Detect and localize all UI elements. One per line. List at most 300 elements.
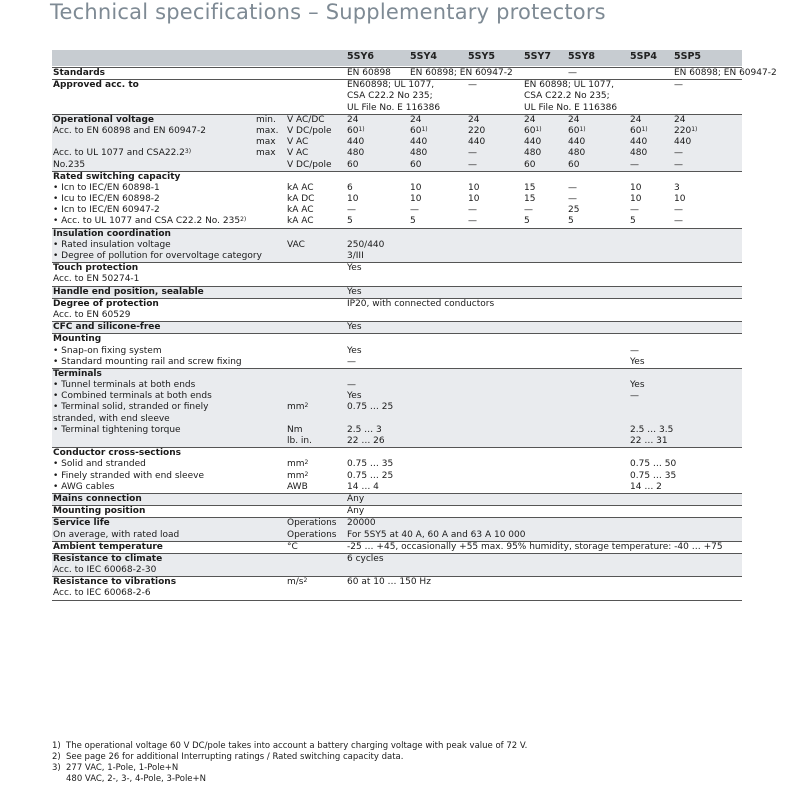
cell-text: -25 … +45, occasionally +55 max. 95% humidity, storage temperature: -40 … +75	[347, 541, 723, 552]
section-handle-position	[52, 286, 742, 298]
cell-text: • Solid and stranded	[53, 459, 146, 470]
cell-text: 24	[630, 114, 642, 125]
spec-label	[53, 205, 160, 216]
spec-value	[347, 436, 385, 447]
spec-label	[53, 530, 179, 541]
cell-text: —	[524, 205, 533, 216]
spec-unit	[287, 194, 314, 205]
cell-text: —	[468, 148, 477, 159]
spec-value	[674, 137, 691, 148]
cell-text: —	[674, 80, 683, 91]
spec-label	[53, 565, 156, 576]
spec-value	[630, 137, 647, 148]
cell-text: Mounting position	[53, 506, 146, 517]
spec-value	[347, 530, 526, 541]
spec-line	[52, 402, 742, 413]
spec-value	[630, 126, 648, 137]
spec-heading	[53, 229, 171, 240]
spec-value	[468, 115, 479, 126]
spec-line	[52, 494, 742, 505]
spec-line	[52, 436, 742, 447]
cell-text: EN 60898; EN 60947-2	[410, 68, 513, 78]
spec-value	[568, 160, 579, 171]
cell-text: 0.75 … 25	[347, 470, 394, 481]
spec-line	[52, 530, 742, 541]
spec-value	[347, 205, 356, 216]
cell-text: —	[410, 205, 419, 216]
spec-unit	[287, 542, 298, 553]
cell-text: EN60898; UL 1077,	[347, 80, 435, 91]
spec-heading	[53, 68, 105, 79]
spec-value	[347, 346, 362, 357]
spec-unit	[287, 115, 325, 126]
spec-unit	[287, 402, 308, 413]
spec-value	[410, 205, 419, 216]
spec-value	[568, 137, 585, 148]
section-mains-connection	[52, 493, 742, 505]
spec-unit	[287, 459, 308, 470]
spec-value	[468, 216, 477, 227]
spec-label	[53, 216, 246, 227]
spec-label	[53, 160, 85, 171]
cell-text: Yes	[347, 391, 362, 402]
spec-value	[568, 68, 577, 79]
spec-value	[410, 183, 421, 194]
cell-text: No.235	[53, 159, 86, 170]
spec-unit	[287, 160, 332, 171]
spec-value	[410, 68, 513, 79]
spec-value	[468, 205, 477, 216]
cell-text: 10	[410, 194, 422, 205]
cell-text: • Icn to IEC/EN 60947-2	[53, 205, 160, 216]
cell-text: UL File No. E 116386	[347, 102, 441, 113]
footnote-mark: 2)	[52, 752, 61, 762]
spec-value	[347, 148, 364, 159]
spec-label	[53, 471, 204, 482]
cell-text: IP20, with connected conductors	[347, 298, 495, 309]
cell-text: 3	[674, 182, 680, 193]
cell-text: mm	[287, 470, 305, 481]
cell-text: • Tunnel terminals at both ends	[53, 380, 196, 391]
spec-label	[53, 391, 212, 402]
cell-text: 25	[568, 205, 580, 216]
spec-value	[630, 482, 662, 493]
cell-text: min.	[256, 114, 276, 125]
section-mounting	[52, 333, 742, 368]
spec-value	[347, 80, 434, 91]
spec-line	[52, 542, 742, 553]
spec-value	[347, 425, 382, 436]
cell-text: 480	[630, 148, 648, 159]
section-approvals	[52, 79, 742, 114]
spec-line	[52, 183, 742, 194]
spec-heading	[53, 448, 181, 459]
cell-text: 0.75 … 35	[347, 459, 394, 470]
spec-value	[524, 216, 530, 227]
spec-line	[52, 471, 742, 482]
spec-value	[347, 482, 379, 493]
cell-text: 60	[630, 125, 642, 136]
cell-text: Acc. to IEC 60068-2-6	[53, 588, 151, 599]
section-operational-voltage	[52, 114, 742, 171]
cell-text: EN 60898; UL 1077,	[524, 80, 615, 91]
cell-text: —	[674, 159, 683, 170]
spec-label	[53, 148, 191, 159]
cell-text: 480	[347, 148, 365, 159]
cell-text: °C	[287, 541, 298, 552]
section-conductor-cross-sections	[52, 447, 742, 493]
cell-text: —	[468, 159, 477, 170]
column-header: 5SY5	[468, 51, 495, 62]
spec-unit	[287, 137, 308, 148]
cell-text: 2.5 … 3	[347, 424, 382, 435]
spec-line	[52, 482, 742, 493]
spec-value	[568, 115, 579, 126]
spec-line	[52, 299, 742, 310]
spec-value	[347, 577, 431, 588]
section-degree-protection	[52, 298, 742, 321]
spec-value	[630, 216, 636, 227]
spec-line	[52, 251, 742, 262]
footnote-mark: 1)	[52, 741, 61, 751]
cell-text: Insulation coordination	[53, 228, 171, 239]
cell-text: 24	[568, 114, 580, 125]
spec-value	[524, 137, 541, 148]
spec-value	[630, 380, 645, 391]
cell-text: max	[256, 137, 276, 148]
cell-text: Terminals	[53, 368, 102, 379]
cell-text: Any	[347, 493, 365, 504]
cell-text: 60	[410, 125, 422, 136]
cell-text: 10	[674, 194, 686, 205]
spec-value	[347, 494, 364, 505]
spec-value	[630, 194, 641, 205]
cell-text: 24	[674, 114, 686, 125]
cell-text: 0.75 … 50	[630, 459, 677, 470]
cell-text: —	[468, 80, 477, 91]
spec-value	[568, 183, 577, 194]
spec-heading	[53, 287, 204, 298]
spec-value	[347, 68, 391, 79]
spec-label	[53, 414, 170, 425]
cell-text: 0.75 … 35	[630, 470, 677, 481]
superscript: 2	[304, 402, 309, 410]
cell-text: 220	[674, 125, 692, 136]
cell-text: mm	[287, 402, 305, 413]
cell-text: stranded, with end sleeve	[53, 413, 170, 424]
cell-text: CFC and silicone-free	[53, 322, 161, 333]
spec-value	[568, 216, 574, 227]
spec-label	[53, 402, 208, 413]
cell-text: • Snap-on fixing system	[53, 345, 162, 356]
section-touch-protection	[52, 262, 742, 285]
spec-line	[52, 115, 742, 126]
cell-text: 15	[524, 182, 536, 193]
spec-unit	[287, 518, 336, 529]
spec-value	[347, 194, 358, 205]
cell-text: • Finely stranded with end sleeve	[53, 470, 204, 481]
spec-value	[674, 68, 777, 79]
spec-line	[52, 506, 742, 517]
spec-value	[674, 80, 683, 91]
spec-value	[568, 205, 579, 216]
spec-heading	[53, 506, 145, 517]
section-terminals	[52, 368, 742, 447]
cell-text: 20000	[347, 518, 376, 529]
superscript: 2	[304, 470, 309, 478]
spec-value	[347, 103, 440, 114]
cell-text: —	[347, 205, 356, 216]
cell-text: Ambient temperature	[53, 541, 163, 552]
spec-value	[630, 205, 639, 216]
spec-value	[347, 380, 356, 391]
spec-line	[52, 346, 742, 357]
spec-value	[630, 357, 645, 368]
spec-value	[568, 148, 585, 159]
spec-value	[347, 263, 362, 274]
superscript: 2)	[240, 216, 247, 224]
spec-value	[630, 160, 639, 171]
spec-value	[410, 126, 428, 137]
cell-text: mm	[287, 459, 305, 470]
footnote	[52, 752, 527, 763]
cell-text: kA AC	[287, 216, 314, 227]
footnote-text: See page 26 for additional Interrupting ratings / Rated switching capacity data.	[66, 752, 404, 762]
cell-text: 440	[630, 137, 648, 148]
spec-unit	[287, 482, 308, 493]
cell-text: Acc. to EN 60529	[53, 309, 131, 320]
section-standards	[52, 67, 777, 79]
spec-line	[52, 369, 742, 380]
superscript: 1)	[691, 125, 698, 133]
spec-line	[52, 126, 742, 137]
spec-value	[524, 103, 617, 114]
spec-line	[52, 391, 742, 402]
spec-line	[52, 68, 777, 79]
spec-value	[347, 554, 384, 565]
cell-text: 250/440	[347, 239, 385, 250]
cell-text: 14 … 2	[630, 481, 662, 492]
spec-label	[53, 310, 130, 321]
cell-text: 15	[524, 194, 536, 205]
spec-line	[52, 322, 742, 333]
spec-line	[52, 518, 742, 529]
spec-value	[524, 80, 614, 91]
spec-label	[53, 357, 242, 368]
cell-text: 6 cycles	[347, 553, 384, 564]
cell-text: For 5SY5 at 40 A, 60 A and 63 A 10 000	[347, 529, 526, 540]
spec-value	[410, 137, 427, 148]
cell-text: • Icn to IEC/EN 60898-1	[53, 182, 160, 193]
spec-value	[524, 115, 535, 126]
superscript: 1)	[358, 125, 365, 133]
section-climate-resistance	[52, 553, 742, 576]
spec-line	[52, 334, 742, 345]
spec-line	[52, 554, 742, 565]
cell-text: Operations	[287, 518, 337, 529]
cell-text: 5	[630, 216, 636, 227]
cell-text: lb. in.	[287, 436, 313, 446]
cell-text: 60 at 10 … 150 Hz	[347, 577, 431, 588]
spec-value	[630, 425, 673, 436]
cell-text: 60	[524, 125, 536, 136]
superscript: 1)	[421, 125, 428, 133]
spec-value	[674, 183, 680, 194]
cell-text: UL File No. E 116386	[524, 102, 618, 113]
cell-text: —	[630, 159, 639, 170]
cell-text: Touch protection	[53, 263, 139, 274]
spec-value	[347, 357, 356, 368]
cell-text: Mounting	[53, 334, 102, 345]
cell-text: 440	[568, 137, 586, 148]
section-cfc-free	[52, 321, 742, 333]
cell-text: 10	[468, 194, 480, 205]
cell-text: 24	[410, 114, 422, 125]
cell-text: • Standard mounting rail and screw fixing	[53, 356, 242, 367]
cell-text: Nm	[287, 424, 303, 435]
spec-value	[630, 436, 668, 447]
cell-text: —	[568, 182, 577, 193]
spec-line	[52, 240, 742, 251]
spec-value	[410, 160, 421, 171]
spec-label	[53, 183, 160, 194]
spec-value	[468, 183, 479, 194]
cell-text: 220	[468, 125, 486, 136]
cell-text: 2.5 … 3.5	[630, 424, 674, 435]
cell-text: VAC	[287, 239, 305, 250]
cell-text: V DC/pole	[287, 125, 332, 136]
spec-line	[52, 91, 742, 102]
cell-text: Yes	[630, 380, 645, 391]
cell-text: kA DC	[287, 194, 315, 205]
spec-line	[52, 588, 742, 599]
spec-value	[468, 194, 479, 205]
cell-text: Yes	[347, 263, 362, 274]
cell-text: 24	[524, 114, 536, 125]
cell-text: 60	[568, 125, 580, 136]
cell-text: 480	[410, 148, 428, 159]
spec-label	[53, 425, 181, 436]
cell-text: EN 60898	[347, 68, 391, 78]
spec-value	[630, 148, 647, 159]
spec-value	[674, 194, 685, 205]
cell-text: Resistance to climate	[53, 553, 163, 564]
spec-value	[347, 91, 433, 102]
spec-unit	[287, 126, 332, 137]
cell-text: kA AC	[287, 205, 314, 216]
spec-line	[52, 425, 742, 436]
cell-text: —	[568, 194, 577, 205]
cell-text: —	[568, 68, 577, 78]
footnote-text: 480 VAC, 2-, 3-, 4-Pole, 3-Pole+N	[66, 774, 207, 784]
cell-text: 0.75 … 25	[347, 402, 394, 413]
spec-value	[347, 287, 362, 298]
spec-line	[52, 80, 742, 91]
spec-heading	[53, 322, 161, 333]
spec-unit	[256, 115, 276, 126]
spec-line	[52, 577, 742, 588]
footnote-mark: 3)	[52, 763, 61, 773]
spec-label	[53, 380, 195, 391]
section-insulation	[52, 228, 742, 263]
cell-text: AWB	[287, 481, 308, 492]
cell-text: —	[468, 216, 477, 227]
cell-text: 60	[568, 159, 580, 170]
footnote	[52, 741, 527, 752]
column-header: 5SY6	[347, 51, 374, 62]
spec-value	[630, 183, 641, 194]
spec-line	[52, 229, 742, 240]
superscript: 2	[303, 577, 308, 585]
cell-text: 10	[630, 182, 642, 193]
spec-value	[674, 126, 697, 137]
spec-value	[630, 346, 639, 357]
spec-value	[630, 115, 641, 126]
section-mounting-position	[52, 505, 742, 517]
section-vibration-resistance	[52, 576, 742, 599]
spec-value	[347, 471, 393, 482]
cell-text: 5	[347, 216, 353, 227]
cell-text: 10	[410, 182, 422, 193]
spec-label	[53, 346, 162, 357]
spec-value	[468, 160, 477, 171]
cell-text: 480	[568, 148, 586, 159]
superscript: 1)	[535, 125, 542, 133]
section-service-life	[52, 517, 742, 540]
cell-text: EN 60898; EN 60947-2	[674, 68, 777, 78]
cell-text: —	[674, 148, 683, 159]
spec-value	[347, 137, 364, 148]
cell-text: Service life	[53, 518, 110, 529]
superscript: 3)	[184, 148, 192, 156]
spec-value	[524, 194, 535, 205]
spec-value	[347, 251, 364, 262]
column-header-bar	[52, 50, 742, 66]
spec-heading	[53, 577, 176, 588]
column-header: 5SY8	[568, 51, 595, 62]
section-ambient-temperature	[52, 541, 742, 553]
spec-label	[53, 126, 206, 137]
cell-text: Handle end position, sealable	[53, 286, 204, 297]
cell-text: 440	[347, 137, 365, 148]
spec-value	[524, 205, 533, 216]
spec-value	[347, 459, 393, 470]
cell-text: Conductor cross-sections	[53, 448, 181, 459]
spec-label	[53, 274, 139, 285]
spec-value	[524, 91, 610, 102]
spec-unit	[287, 148, 308, 159]
cell-text: 22 … 31	[630, 436, 668, 446]
spec-value	[468, 80, 477, 91]
column-header: 5SP4	[630, 51, 658, 62]
cell-text: 480	[524, 148, 542, 159]
cell-text: —	[347, 356, 356, 367]
spec-unit	[287, 436, 312, 447]
spec-label	[53, 459, 146, 470]
cell-text: 10	[630, 194, 642, 205]
cell-text: Yes	[347, 345, 362, 356]
cell-text: 60	[347, 125, 359, 136]
spec-value	[674, 148, 683, 159]
cell-text: 6	[347, 182, 353, 193]
spec-heading	[53, 369, 102, 380]
cell-text: 24	[468, 114, 480, 125]
spec-heading	[53, 80, 139, 91]
cell-text: —	[674, 205, 683, 216]
spec-value	[347, 183, 353, 194]
spec-heading	[53, 494, 142, 505]
spec-value	[410, 194, 421, 205]
